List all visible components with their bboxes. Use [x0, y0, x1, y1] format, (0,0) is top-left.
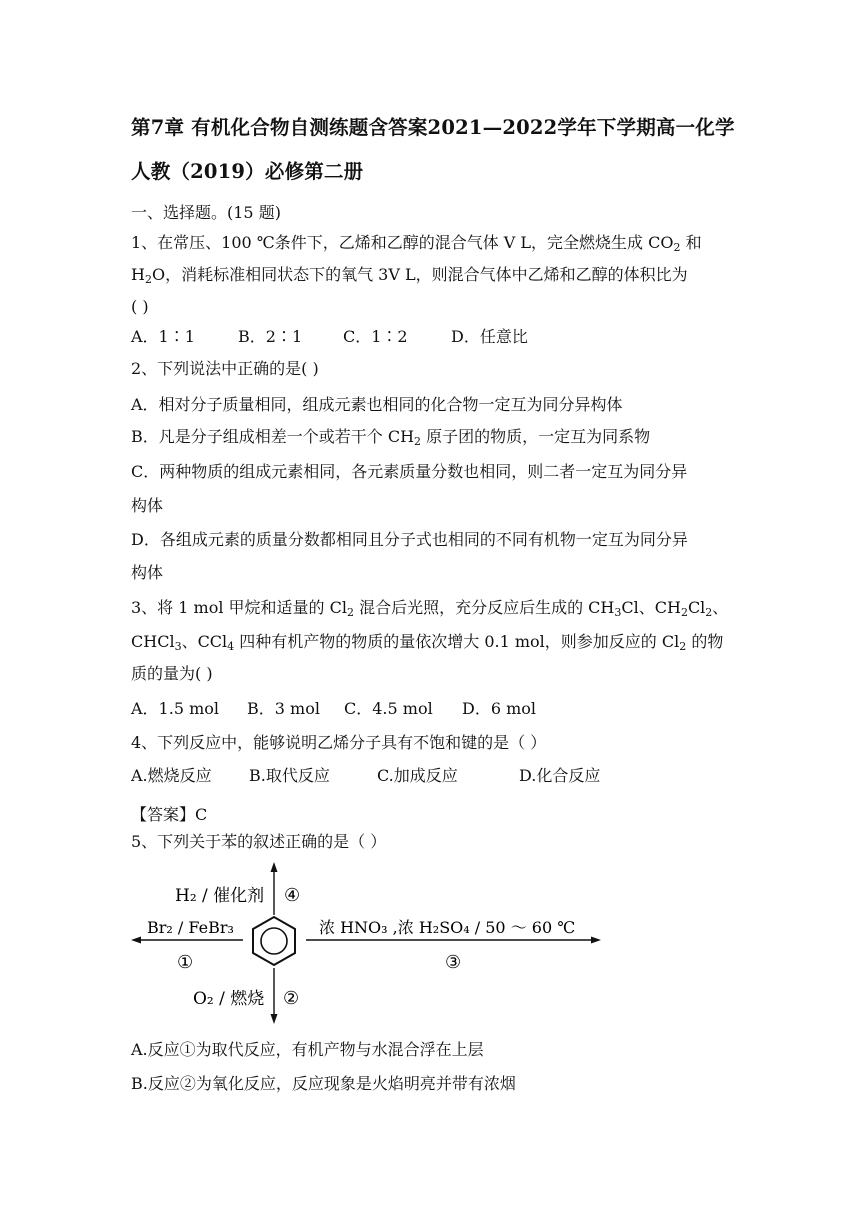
q3-text: CHCl — [131, 632, 175, 651]
benzene-reaction-diagram — [131, 860, 611, 1030]
document-title-line-2: 人教（2019）必修第二册 — [131, 160, 364, 183]
q3-stem-line-2 — [131, 632, 723, 652]
q4-option-a: A.燃烧反应 — [131, 766, 212, 785]
top-reaction-number: ④ — [284, 885, 301, 906]
q3-options — [131, 699, 536, 719]
right-reaction-number: ③ — [445, 952, 462, 973]
q1-text: O，消耗标准相同状态下的氧气 3V L，则混合气体中乙烯和乙醇的体积比为 — [151, 265, 688, 284]
q1-text: 1、在常压、100 ℃条件下，乙烯和乙醇的混合气体 V L，完全燃烧生成 CO — [131, 233, 674, 252]
arrow-left-head-icon — [131, 937, 141, 944]
q1-stem-line-2 — [131, 265, 688, 285]
q4-options — [131, 766, 600, 786]
q3-text: Cl、CH — [621, 598, 681, 617]
q4-option-b: B.取代反应 — [249, 766, 330, 785]
subscript: 3 — [614, 606, 622, 619]
q2-text: B．凡是分子组成相差一个或若干个 CH — [131, 427, 415, 446]
q1-option-b: B．2∶1 — [238, 327, 303, 346]
q2-text: 原子团的物质，一定互为同系物 — [421, 427, 651, 446]
q3-stem-line-1 — [131, 598, 728, 618]
q2-option-a: A．相对分子质量相同，组成元素也相同的化合物一定互为同分异构体 — [131, 395, 623, 414]
q2-option-c-line-1: C．两种物质的组成元素相同，各元素质量分数也相同，则二者一定互为同分异 — [131, 462, 688, 481]
subscript: 2 — [673, 241, 681, 254]
right-reagent-label: 浓 HNO₃ ,浓 H₂SO₄ / 50 ～ 60 ℃ — [319, 918, 576, 937]
subscript: 2 — [414, 435, 422, 448]
q4-stem: 4、下列反应中，能够说明乙烯分子具有不饱和键的是（ ） — [131, 733, 547, 752]
q3-option-b: B．3 mol — [247, 699, 320, 718]
subscript: 2 — [705, 606, 713, 619]
q2-option-c-line-2: 构体 — [131, 496, 164, 515]
q3-text: Cl — [687, 598, 706, 617]
q3-text: 3、将 1 mol 甲烷和适量的 Cl — [131, 598, 347, 617]
q5-stem: 5、下列关于苯的叙述正确的是（ ） — [131, 832, 387, 851]
q5-option-a: A.反应①为取代反应，有机产物与水混合浮在上层 — [131, 1040, 484, 1059]
q1-stem-line-1 — [131, 233, 702, 253]
q2-option-d-line-2: 构体 — [131, 563, 164, 582]
subscript: 2 — [347, 606, 354, 619]
subscript: 4 — [227, 640, 235, 653]
q1-options — [131, 327, 528, 347]
subscript: 2 — [144, 273, 152, 286]
subscript: 3 — [174, 640, 182, 653]
q4-answer: 【答案】C — [131, 805, 208, 824]
q3-text: 、CCl — [181, 632, 228, 651]
bottom-reagent-label: O₂ / 燃烧 — [193, 989, 265, 1009]
q1-text: H — [131, 265, 145, 284]
section-heading: 一、选择题。(15 题) — [131, 203, 281, 222]
q2-option-b — [131, 427, 650, 447]
q3-option-a: A．1.5 mol — [131, 699, 220, 718]
q4-option-d: D.化合反应 — [519, 766, 601, 785]
q3-text: 、 — [712, 598, 729, 617]
q3-text: 四种有机产物的物质的量依次增大 0.1 mol，则参加反应的 Cl — [234, 632, 680, 651]
q3-text: 混合后光照，充分反应后生成的 CH — [354, 598, 615, 617]
q3-text: 的物 — [686, 632, 724, 651]
q3-stem-line-3: 质的量为( ) — [131, 664, 213, 683]
benzene-ring-icon — [253, 917, 295, 965]
q1-option-a: A．1∶1 — [131, 327, 195, 346]
bottom-reaction-number: ② — [283, 988, 300, 1009]
subscript: 2 — [679, 640, 687, 653]
q4-option-c: C.加成反应 — [377, 766, 458, 785]
arrow-right-head-icon — [591, 937, 601, 944]
q1-option-d: D．任意比 — [451, 327, 528, 346]
left-reagent-label: Br₂ / FeBr₃ — [147, 918, 234, 937]
q1-text: 和 — [680, 233, 702, 252]
q1-answer-blank: ( ) — [131, 297, 149, 316]
q2-stem: 2、下列说法中正确的是( ) — [131, 359, 319, 378]
arrow-down-head-icon — [271, 1014, 278, 1024]
q5-option-b: B.反应②为氧化反应，反应现象是火焰明亮并带有浓烟 — [131, 1074, 516, 1093]
q3-option-c: C．4.5 mol — [344, 699, 433, 718]
q1-option-c: C．1∶2 — [343, 327, 408, 346]
q3-option-d: D．6 mol — [462, 699, 537, 718]
left-reaction-number: ① — [177, 952, 194, 973]
q2-option-d-line-1: D．各组成元素的质量分数都相同且分子式也相同的不同有机物一定互为同分异 — [131, 530, 688, 549]
top-reagent-label: H₂ / 催化剂 — [175, 886, 265, 906]
document-title-line-1: 第7章 有机化合物自测练题含答案2021—2022学年下学期高一化学 — [131, 116, 735, 139]
arrow-up-head-icon — [271, 862, 278, 872]
subscript: 2 — [680, 606, 688, 619]
